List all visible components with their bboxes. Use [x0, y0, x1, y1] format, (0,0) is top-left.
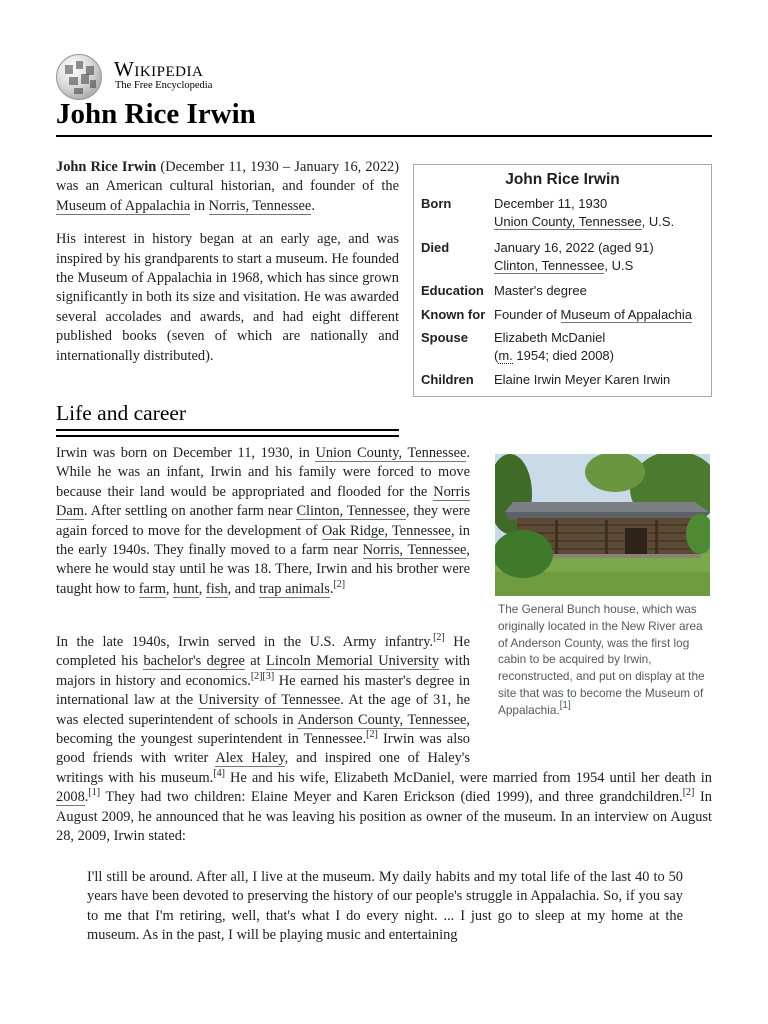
quote-block: I'll still be around. After all, I live at the museum. My daily habits and my total life of the last 40 to 50 years have been devoted to preserving the history of our people's struggle in Appalachia. So, if you say to me that I'm retiring, well, that's what I do every night. ... I just go to sleep at my home at the museum. As in the past, I will be playing music and entertaining [87, 869, 683, 944]
link-norris-dam[interactable]: Norris Dam [56, 483, 470, 520]
log-cabin-image [495, 454, 710, 596]
link-norris-tennessee[interactable]: Norris, Tennessee [362, 542, 467, 559]
section-divider [56, 435, 399, 437]
link-clinton-tennessee[interactable]: Clinton, Tennessee [296, 503, 406, 520]
citation-link[interactable]: [4] [213, 767, 225, 779]
link-oak-ridge-tennessee[interactable]: Oak Ridge, Tennessee [321, 522, 451, 539]
citation-link[interactable]: [1] [88, 787, 101, 799]
link-norris-tennessee[interactable]: Norris, Tennessee [208, 197, 312, 214]
logo-wordmark: Wikipedia [114, 57, 204, 81]
link-union-county[interactable]: Union County, Tennessee [494, 214, 642, 229]
citation-link[interactable]: [2] [366, 729, 378, 741]
section-heading-life-and-career: Life and career [56, 401, 187, 425]
link-anderson-county-tennessee[interactable]: Anderson County, Tennessee [297, 711, 467, 728]
link-bachelors-degree[interactable]: bachelor's degree [143, 653, 245, 670]
career-paragraph-1: Irwin was born on December 11, 1930, in Union County, Tennessee. While he was an infant, Irwin and his family were forced to move because their land would be appropriated and flooded for the Norris Dam. After settling on another farm near Clinton, Tennessee, they were again forced to move for the development of Oak Ridge, Tennessee, in the early 1940s. They finally moved to a farm near Norris, Tennessee, where he would stay until he was 18. There, Irwin and his brother were taught how to farm, hunt, fish, and trap animals.[2] [56, 445, 471, 597]
link-hunt[interactable]: hunt [173, 580, 199, 597]
image-caption: The General Bunch house, which was originally located in the New River area of Anderson County, was the first log cabin to be acquired by Irwin, reconstructed, and put on display at the site that was to become the Museum of Appalachia.[1] [498, 602, 705, 717]
link-clinton-tennessee[interactable]: Clinton, Tennessee [494, 258, 605, 273]
link-trap-animals[interactable]: trap animals [259, 580, 330, 597]
link-alex-haley[interactable]: Alex Haley [215, 750, 285, 767]
citation-link[interactable]: [2] [682, 787, 695, 799]
citation-link[interactable]: [2] [250, 670, 263, 682]
intro-paragraph: John Rice Irwin (December 11, 1930 – January 16, 2022) was an American cultural historian, and founder of the Museum of Appalachia in Norris, Tennessee. [56, 159, 400, 214]
link-lincoln-memorial-university[interactable]: Lincoln Memorial University [266, 653, 440, 670]
section-divider [56, 429, 399, 431]
infobox-title: John Rice Irwin [505, 171, 620, 188]
link-farm[interactable]: farm [138, 580, 166, 597]
citation-link[interactable]: [1] [559, 699, 571, 711]
page-title: John Rice Irwin [56, 98, 712, 137]
link-2008[interactable]: 2008 [56, 789, 85, 806]
infobox: John Rice Irwin Born December 11, 1930 Union County, Tennessee, U.S. Died January 16, 2022 (aged 91) Clinton, Tennessee, U.S Education Master's degree Known for Founder of Museum of Appalachia Spouse Elizabeth McDaniel (m. 1954; died 2008) Children Elaine Irwin Meyer Karen Irwin [413, 164, 712, 397]
link-union-county-tennessee[interactable]: Union County, Tennessee [315, 445, 467, 461]
wikipedia-globe-icon [56, 54, 102, 100]
subject-name: John Rice Irwin [56, 159, 157, 175]
cabin-photo[interactable] [495, 454, 710, 596]
citation-link[interactable]: [3] [262, 670, 275, 682]
link-museum-of-appalachia-infobox[interactable]: Museum of Appalachia [560, 307, 693, 322]
link-museum-of-appalachia[interactable]: Museum of Appalachia [56, 197, 191, 214]
citation-link[interactable]: [2] [433, 632, 445, 643]
career-paragraph-2: In the late 1940s, Irwin served in the U.S. Army infantry.[2] He completed his bachelor's degree at Lincoln Memorial University with majors in history and economics.[2][3] He earned his master's degree in international law at the University of Tennessee. At the age of 31, he was elected superintendent of schools in Anderson County, Tennessee, becoming the youngest superintendent in Tennessee.[2] Irwin was also good friends with writer Alex Haley, and inspired one of Haley's writings with his museum.[4] He and his wife, Elizabeth McDaniel, were married from 1954 until her death in 2008.[1] They had two children: Elaine Meyer and Karen Erickson (died 1999), and three grandchildren.[2] In August 2009, he announced that he was leaving his position as owner of the museum. In an interview on August 28, 2009, Irwin stated: [56, 632, 712, 845]
married-abbreviation[interactable]: m. [498, 348, 513, 363]
wikipedia-logo[interactable] [56, 54, 356, 100]
intro-section [56, 158, 399, 366]
link-fish[interactable]: fish [205, 580, 228, 597]
link-university-of-tennessee[interactable]: University of Tennessee [198, 692, 341, 709]
citation-link[interactable]: [2] [333, 578, 346, 590]
lead-paragraph-2: His interest in history began at an early age, and was inspired by his grandparents to start a museum. He founded the Museum of Appalachia in 1968, which has since grown significantly in both its size and visitation. He was awarded several accolades and awards, and had eight different published books (seven of which are nationally and internationally distributed). [56, 231, 399, 364]
logo-tagline: The Free Encyclopedia [115, 80, 213, 91]
